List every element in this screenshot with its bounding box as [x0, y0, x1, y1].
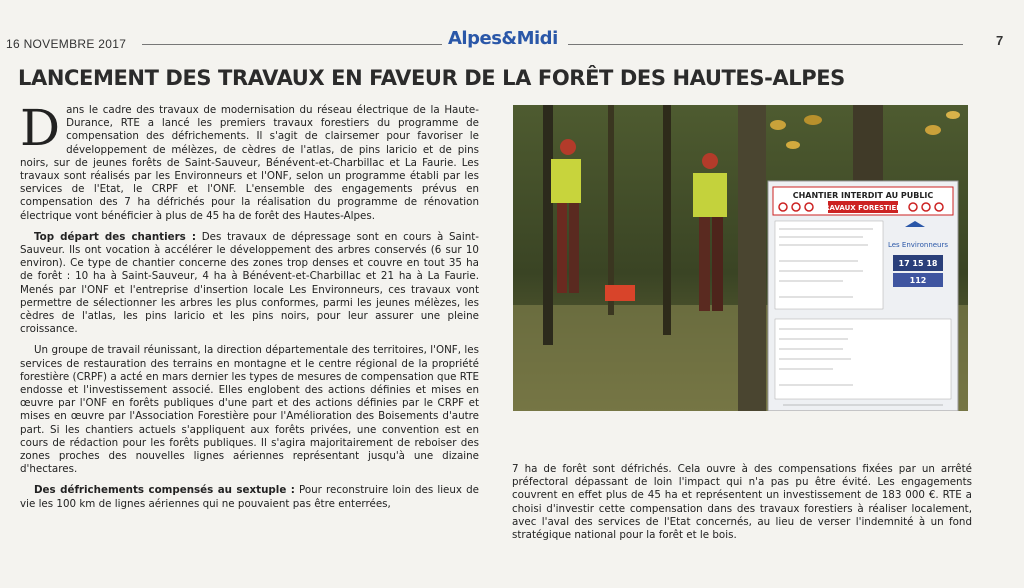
drop-cap: D	[20, 99, 61, 157]
paragraph-compensation: 7 ha de forêt sont défrichés. Cela ouvre à des compensations fixées par un arrêté préfectoral dépassant de loin l'impact qui n'a pas pu être évité. Les engagements couvrent en effet plus de 45 ha et représentent un investissement de 183 000 €. RTE a choisi d'investir cette compensation dans des travaux forestiers à réaliser localement, avec l'aval des services de l'Etat concernés, au lieu de verser l'indemnité à un fond stratégique national pour la forêt et le bois.	[512, 463, 972, 542]
article-title: LANCEMENT DES TRAVAUX EN FAVEUR DE LA FORÊT DES HAUTES-ALPES	[18, 66, 845, 90]
header-rule-right	[568, 44, 963, 45]
sign-company: Les Environneurs	[887, 241, 949, 249]
paragraph-intro-text: ans le cadre des travaux de modernisation du réseau électrique de la Haute-Durance, RTE a lancé les premiers travaux forestiers du programme de compensation des défrichements. Il s'agit de clairsemer pour favoriser le développement de mélèzes, de cèdres de l'atlas, de pins laricio et de pins noirs, sur de jeunes forêts de Saint-Sauveur, Bénévent-et-Charbillac et La Faurie. Les travaux sont réalisés par les Environneurs et l'ONF, selon un programme établi par les services de l'Etat, le CRPF et l'ONF. L'ensemble des engagements prévus en compensation des 7 ha défrichés pour la réalisation du programme de rénovation électrique vont bénéficier à plus de 45 ha de forêt des Hautes-Alpes.	[20, 104, 479, 222]
paragraph-groupe: Un groupe de travail réunissant, la direction départementale des territoires, l'ONF, les services de restauration des terrains en montagne et le centre régional de la propriété forestière (CRPF) a acté en mars dernier les types de mesures de compensation que RTE endosse et l'investissement associé. Elles englobent des actions définies et mises en œuvre par l'ONF en forêts publiques d'une part et des actions définies par le CRPF et mises en œuvre par l'Association Forestière pour l'Amélioration des Boisements d'autre part. Si les chantiers actuels s'appliquent aux forêts privées, une convention est en cours de rédaction pour les forêts publiques. Il s'agira majoritairement de reboiser des zones proches des nouvelles lignes aériennes représentant jusqu'à une dizaine d'hectares.	[20, 344, 479, 476]
paragraph-intro	[20, 99, 479, 223]
page-number: 7	[996, 33, 1004, 48]
article-column-right	[512, 463, 972, 550]
article-column-left	[20, 99, 479, 519]
issue-date: 16 NOVEMBRE 2017	[6, 37, 127, 51]
paragraph-chantiers	[20, 231, 479, 337]
newspaper-logo: Alpes&Midi	[448, 28, 558, 49]
sign-subheading: TRAVAUX FORESTIERS	[819, 204, 907, 212]
subheading-defrichements: Des défrichements compensés au sextuple :	[34, 484, 295, 497]
subheading-top-depart: Top départ des chantiers :	[34, 230, 196, 243]
paragraph-defrichements-text: Pour reconstruire loin des lieux de vie les 100 km de lignes aériennes qui ne pouvaient pas être enterrées,	[20, 484, 479, 510]
article-photo	[513, 105, 968, 411]
paragraph-chantiers-text: Des travaux de dépressage sont en cours à Saint-Sauveur. Ils ont vocation à accélérer le développement des arbres conservés (6 sur 10 environ). Ce type de chantier concerne des zones trop denses et couvre en tout 35 ha de forêt : 10 ha à Saint-Sauveur, 4 ha à Bénévent-et-Charbillac et 21 ha à La Faurie. Menés par l'ONF et l'entreprise d'insertion locale Les Environneurs, ces travaux vont permettre de sélectionner les arbres les plus conformes, parmi les jeunes mélèzes, les cèdres de l'atlas, les pins laricio et les pins noirs, pour leur assurer une pleine croissance.	[20, 230, 479, 336]
sign-heading: CHANTIER INTERDIT AU PUBLIC	[792, 191, 934, 200]
sign-date-badge: 17 15 18	[898, 259, 938, 268]
header-rule-left	[142, 44, 442, 45]
forest-workers-photo	[513, 105, 968, 411]
paragraph-defrichements	[20, 484, 479, 510]
sign-number-badge: 112	[909, 276, 927, 285]
